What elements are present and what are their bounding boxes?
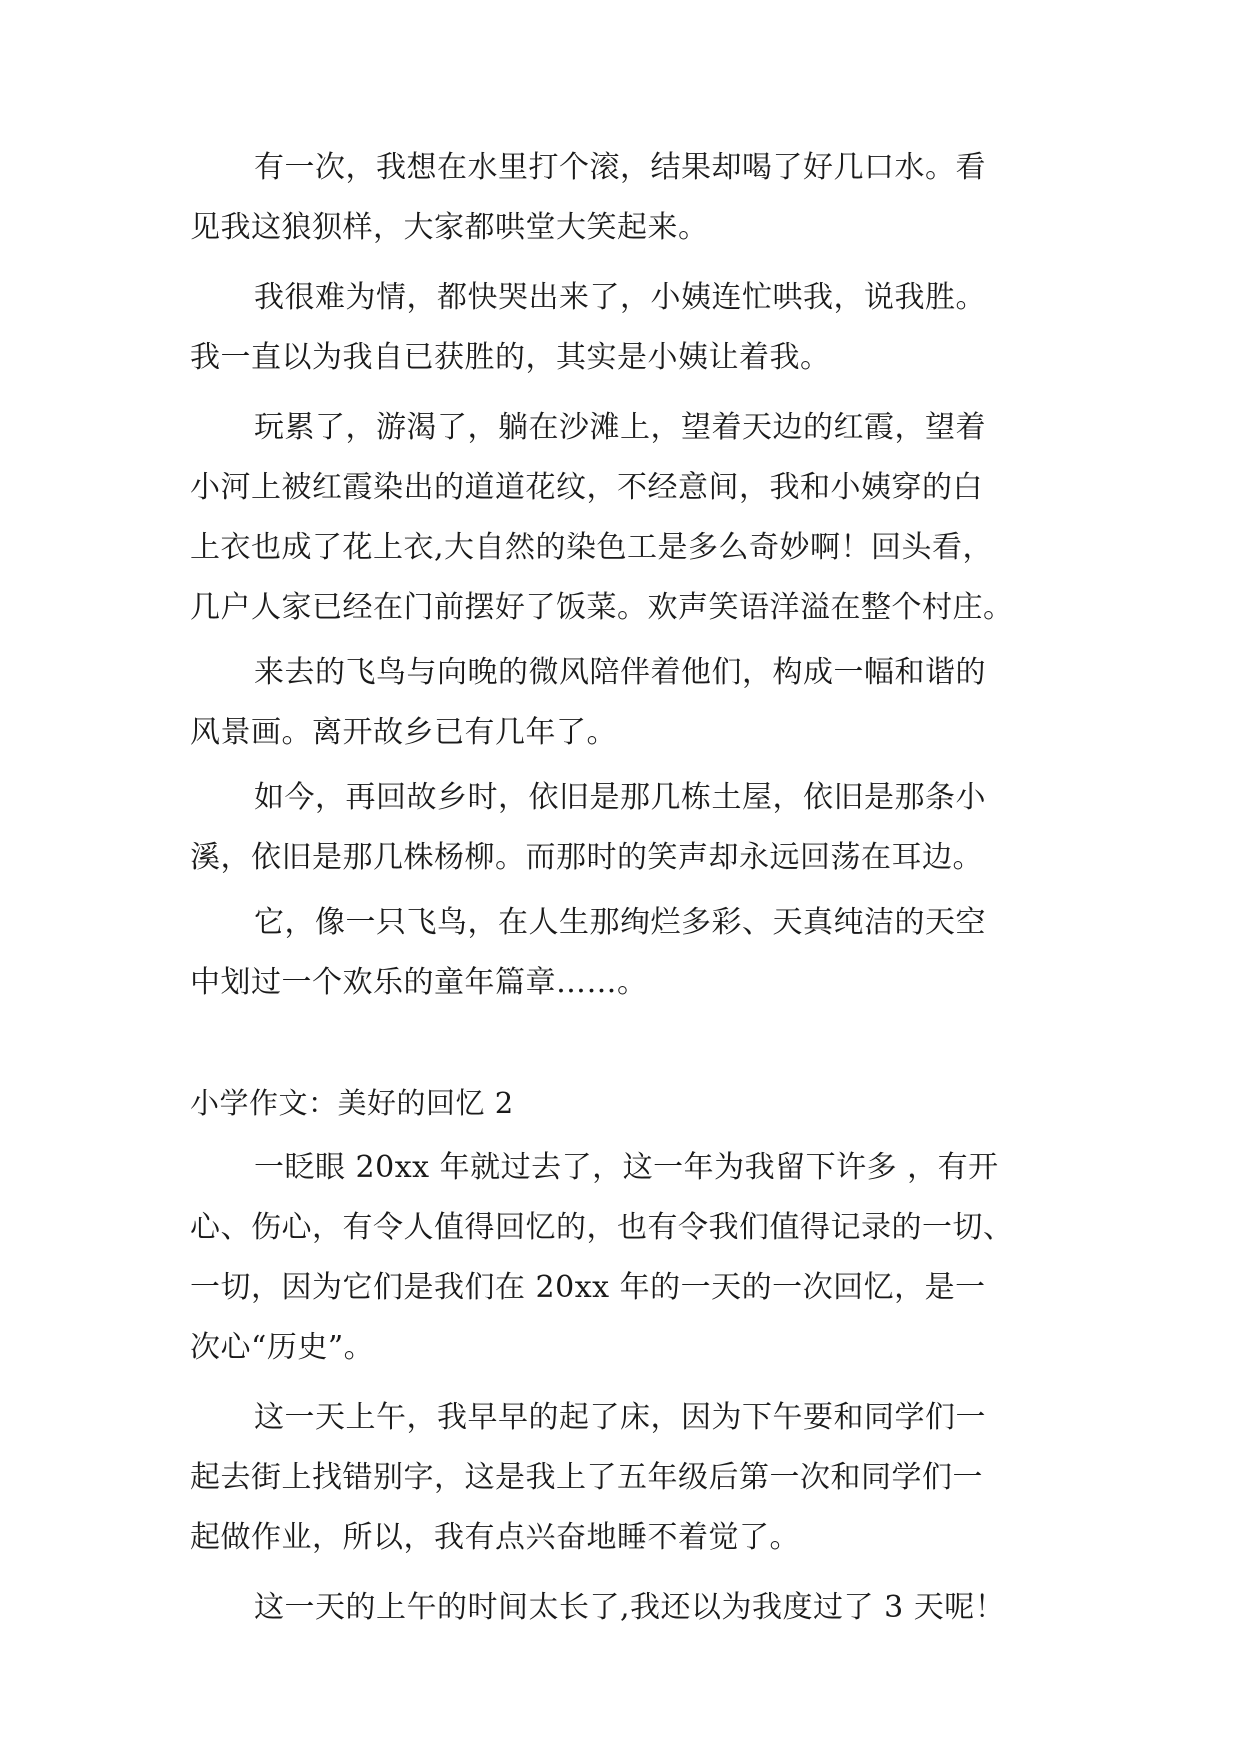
paragraph-line: 有一次，我想在水里打个滚，结果却喝了好几口水。看 — [254, 150, 986, 185]
paragraph-line: 一切，因为它们是我们在 20xx 年的一天的一次回忆，是一 — [190, 1270, 986, 1305]
paragraph-line: 这一天上午，我早早的起了床，因为下午要和同学们一 — [254, 1400, 986, 1435]
paragraph-line: 中划过一个欢乐的童年篇章……。 — [190, 965, 648, 1000]
paragraph-line: 上衣也成了花上衣,大自然的染色工是多么奇妙啊！回头看， — [190, 530, 994, 565]
paragraph-line: 如今，再回故乡时，依旧是那几栋土屋，依旧是那条小 — [254, 780, 986, 815]
paragraph-line: 起去街上找错别字，这是我上了五年级后第一次和同学们一 — [190, 1460, 983, 1495]
paragraph-line: 起做作业，所以，我有点兴奋地睡不着觉了。 — [190, 1520, 800, 1555]
paragraph-line: 风景画。离开故乡已有几年了。 — [190, 715, 617, 750]
paragraph-line: 小河上被红霞染出的道道花纹，不经意间，我和小姨穿的白 — [190, 470, 983, 505]
paragraph-line: 我一直以为我自已获胜的，其实是小姨让着我。 — [190, 340, 831, 375]
paragraph-line: 来去的飞鸟与向晚的微风陪伴着他们，构成一幅和谐的 — [254, 655, 986, 690]
section-heading: 小学作文：美好的回忆 2 — [190, 1086, 514, 1120]
paragraph-line: 一眨眼 20xx 年就过去了，这一年为我留下许多 ，有开 — [254, 1150, 999, 1185]
paragraph-line: 几户人家已经在门前摆好了饭菜。欢声笑语洋溢在整个村庄。 — [190, 590, 1014, 625]
paragraph-line: 见我这狼狈样，大家都哄堂大笑起来。 — [190, 210, 709, 245]
paragraph-line: 我很难为情，都快哭出来了，小姨连忙哄我，说我胜。 — [254, 280, 986, 315]
paragraph-line: 它，像一只飞鸟，在人生那绚烂多彩、天真纯洁的天空 — [254, 905, 986, 940]
document-page — [190, 0, 1056, 1754]
paragraph-line: 这一天的上午的时间太长了,我还以为我度过了 3 天呢！ — [254, 1590, 1006, 1625]
paragraph-line: 溪，依旧是那几株杨柳。而那时的笑声却永远回荡在耳边。 — [190, 840, 983, 875]
paragraph-line: 心、伤心，有令人值得回忆的，也有令我们值得记录的一切、 — [190, 1210, 1014, 1245]
paragraph-line: 玩累了，游渴了，躺在沙滩上，望着天边的红霞，望着 — [254, 410, 986, 445]
paragraph-line: 次心“历史”。 — [190, 1330, 375, 1365]
